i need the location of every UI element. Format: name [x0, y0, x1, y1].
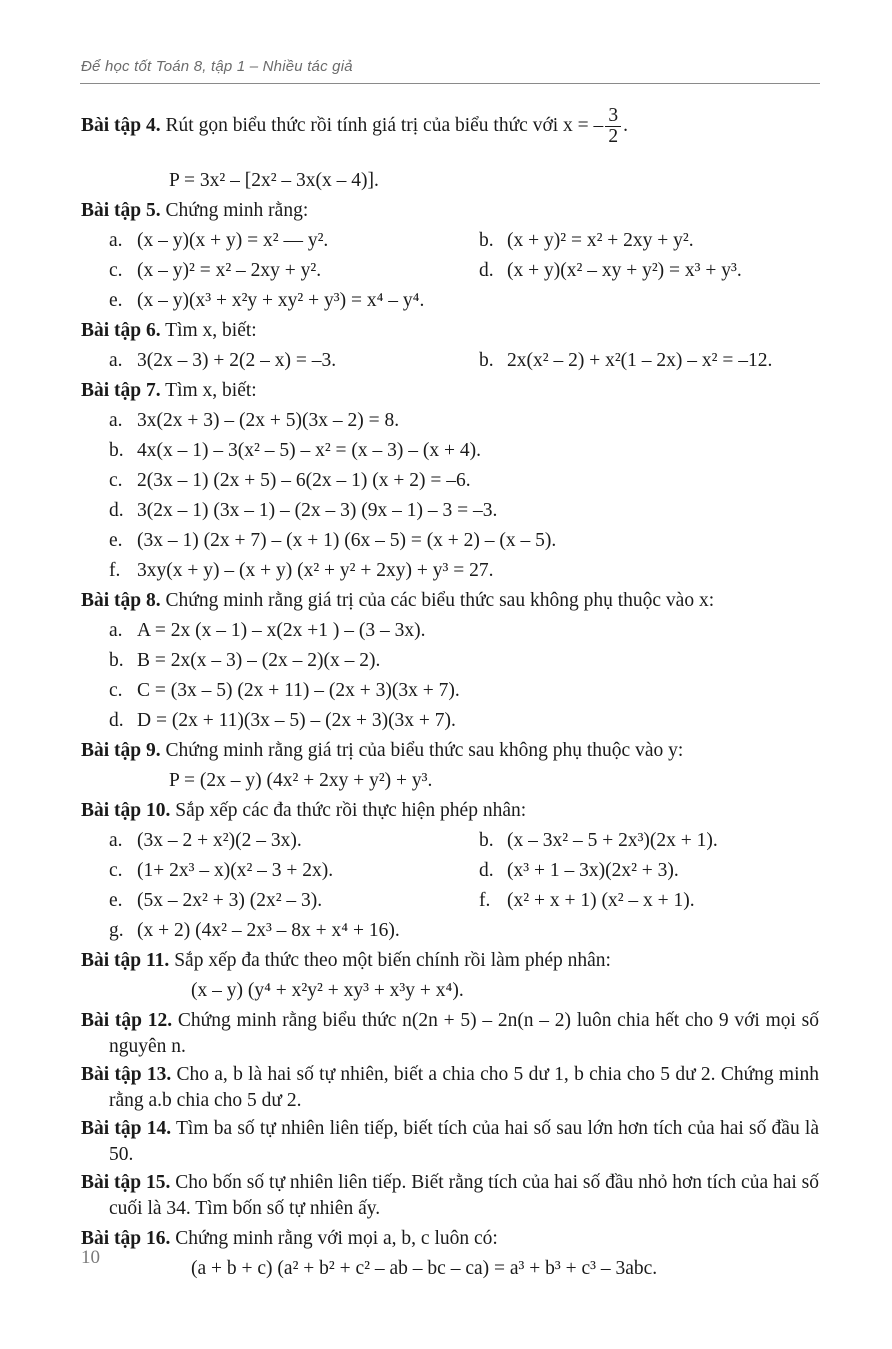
item-b: [81, 646, 819, 676]
exercise-9-expression: P = (2x – y) (4x² + 2xy + y²) + y³.: [169, 770, 433, 791]
item-label: e.: [109, 530, 123, 551]
item-expression: 3x(2x + 3) – (2x + 5)(3x – 2) = 8.: [137, 410, 400, 431]
item-a: [81, 346, 451, 376]
exercise-4-expression: P = 3x² – [2x² – 3x(x – 4)].: [169, 170, 379, 191]
exercise-title: Bài tập 16.: [81, 1228, 171, 1249]
item-row: [81, 916, 819, 946]
item-expression: (5x – 2x² + 3) (2x² – 3).: [137, 890, 323, 911]
item-label: a.: [109, 410, 123, 431]
exercise-title: Bài tập 8.: [81, 590, 161, 611]
item-label: b.: [479, 830, 494, 851]
item-label: b.: [109, 440, 124, 461]
item-label: d.: [109, 500, 124, 521]
item-label: d.: [479, 860, 494, 881]
item-d: [451, 256, 819, 286]
exercise-11: [81, 946, 819, 976]
exercise-title: Bài tập 4.: [81, 115, 161, 136]
item-row: [81, 256, 819, 286]
exercise-text: Sắp xếp các đa thức rồi thực hiện phép nhân:: [175, 800, 527, 821]
item-row: [81, 856, 819, 886]
item-b: [81, 436, 819, 466]
item-label: e.: [109, 290, 123, 311]
item-label: d.: [109, 710, 124, 731]
item-expression: (x – y)(x + y) = x² — y².: [137, 230, 329, 251]
item-expression: 3xy(x + y) – (x + y) (x² + y² + 2xy) + y³ = 27.: [137, 560, 494, 581]
exercise-text: Tìm x, biết:: [165, 320, 257, 341]
item-label: f.: [109, 560, 121, 581]
exercise-8: [81, 586, 819, 616]
running-header: Để học tốt Toán 8, tập 1 – Nhiều tác giả: [81, 58, 353, 75]
item-c: [81, 256, 451, 286]
item-d: [81, 496, 819, 526]
item-expression: 3(2x – 3) + 2(2 – x) = –3.: [137, 350, 337, 371]
exercise-title: Bài tập 12.: [81, 1010, 173, 1031]
exercise-text: Rút gọn biểu thức rồi tính giá trị của biểu thức với x = –: [165, 115, 604, 136]
fraction-denominator: 2: [608, 126, 619, 148]
exercise-6: [81, 316, 819, 346]
item-a: [81, 616, 819, 646]
exercise-text: Cho bốn số tự nhiên liên tiếp. Biết rằng tích của hai số đầu nhỏ hơn tích của hai số cuối là 34. Tìm bốn số tự nhiên ấy.: [109, 1172, 820, 1219]
exercise-5: [81, 196, 819, 226]
exercise-title: Bài tập 15.: [81, 1172, 171, 1193]
item-expression: D = (2x + 11)(3x – 5) – (2x + 3)(3x + 7).: [137, 710, 456, 731]
item-c: [81, 466, 819, 496]
item-e: [81, 526, 819, 556]
exercise-16-expression: (a + b + c) (a² + b² + c² – ab – bc – ca) = a³ + b³ + c³ – 3abc.: [191, 1258, 658, 1279]
exercise-text: Chứng minh rằng với mọi a, b, c luôn có:: [175, 1228, 498, 1249]
exercise-text: Chứng minh rằng giá trị của các biểu thức sau không phụ thuộc vào x:: [165, 590, 715, 611]
exercise-15: [81, 1170, 819, 1221]
exercise-11-expression: (x – y) (y⁴ + x²y² + xy³ + x³y + x⁴).: [191, 980, 464, 1001]
item-label: g.: [109, 920, 124, 941]
item-f: [81, 556, 819, 586]
item-d: [81, 706, 819, 736]
item-expression: (3x – 1) (2x + 7) – (x + 1) (6x – 5) = (x + 2) – (x – 5).: [137, 530, 557, 551]
fraction-numerator: 3: [605, 106, 621, 127]
item-label: b.: [109, 650, 124, 671]
exercise-title: Bài tập 5.: [81, 200, 161, 221]
item-expression: A = 2x (x – 1) – x(2x +1 ) – (3 – 3x).: [137, 620, 426, 641]
exercise-text: Tìm x, biết:: [165, 380, 257, 401]
fraction: [605, 106, 621, 147]
item-label: a.: [109, 230, 123, 251]
item-label: c.: [109, 680, 123, 701]
item-d: [451, 856, 819, 886]
item-label: b.: [479, 350, 494, 371]
item-expression: 4x(x – 1) – 3(x² – 5) – x² = (x – 3) – (x + 4).: [137, 440, 482, 461]
exercise-title: Bài tập 9.: [81, 740, 161, 761]
item-f: [451, 886, 819, 916]
exercise-title: Bài tập 7.: [81, 380, 161, 401]
exercise-text: Chứng minh rằng biểu thức n(2n + 5) – 2n(n – 2) luôn chia hết cho 9 với mọi số nguyên n.: [109, 1010, 819, 1057]
item-label: b.: [479, 230, 494, 251]
item-label: a.: [109, 350, 123, 371]
item-label: a.: [109, 830, 123, 851]
item-label: c.: [109, 470, 123, 491]
item-row: [81, 886, 819, 916]
exercise-title: Bài tập 11.: [81, 950, 170, 971]
exercise-4: [81, 106, 819, 166]
item-expression: (x – y)² = x² – 2xy + y².: [137, 260, 322, 281]
item-label: e.: [109, 890, 123, 911]
exercise-text: Cho a, b là hai số tự nhiên, biết a chia cho 5 dư 1, b chia cho 5 dư 2. Chứng minh rằng a.b chia cho 5 dư 2.: [109, 1064, 820, 1111]
item-expression: (x – 3x² – 5 + 2x³)(2x + 1).: [507, 830, 718, 851]
exercise-title: Bài tập 6.: [81, 320, 161, 341]
item-expression: (1+ 2x³ – x)(x² – 3 + 2x).: [137, 860, 334, 881]
exercise-12: [81, 1008, 819, 1059]
item-e: [81, 886, 451, 916]
item-label: f.: [479, 890, 491, 911]
item-e: [81, 286, 424, 316]
item-expression: (x + y)(x² – xy + y²) = x³ + y³.: [507, 260, 742, 281]
item-a: [81, 826, 451, 856]
item-expression: (x – y)(x³ + x²y + xy² + y³) = x⁴ – y⁴.: [137, 290, 425, 311]
item-g: [81, 916, 400, 946]
item-b: [451, 346, 819, 376]
exercise-14: [81, 1116, 819, 1167]
item-expression: B = 2x(x – 3) – (2x – 2)(x – 2).: [137, 650, 381, 671]
item-label: a.: [109, 620, 123, 641]
item-a: [81, 406, 819, 436]
exercise-16: [81, 1224, 819, 1254]
item-c: [81, 856, 451, 886]
fraction-tail: .: [623, 115, 628, 136]
item-row: [81, 346, 819, 376]
item-label: d.: [479, 260, 494, 281]
item-c: [81, 676, 819, 706]
exercise-10: [81, 796, 819, 826]
item-expression: (x + y)² = x² + 2xy + y².: [507, 230, 694, 251]
page-number: 10: [81, 1247, 100, 1268]
item-b: [451, 226, 819, 256]
exercise-title: Bài tập 10.: [81, 800, 171, 821]
exercise-text: Chứng minh rằng giá trị của biểu thức sau không phụ thuộc vào y:: [165, 740, 684, 761]
item-expression: 2(3x – 1) (2x + 5) – 6(2x – 1) (x + 2) = –6.: [137, 470, 471, 491]
item-expression: (x³ + 1 – 3x)(2x² + 3).: [507, 860, 679, 881]
exercise-text: Chứng minh rằng:: [165, 200, 309, 221]
item-row: [81, 226, 819, 256]
exercise-9: [81, 736, 819, 766]
item-label: c.: [109, 860, 123, 881]
item-expression: 2x(x² – 2) + x²(1 – 2x) – x² = –12.: [507, 350, 773, 371]
exercise-text: Tìm ba số tự nhiên liên tiếp, biết tích của hai số sau lớn hơn tích của hai số đầu là 50.: [109, 1118, 819, 1165]
item-expression: (x² + x + 1) (x² – x + 1).: [507, 890, 695, 911]
exercise-7: [81, 376, 819, 406]
exercise-title: Bài tập 13.: [81, 1064, 172, 1085]
exercise-content: [81, 106, 819, 1284]
item-expression: (3x – 2 + x²)(2 – 3x).: [137, 830, 302, 851]
item-a: [81, 226, 451, 256]
exercise-text: Sắp xếp đa thức theo một biến chính rồi làm phép nhân:: [174, 950, 611, 971]
item-expression: 3(2x – 1) (3x – 1) – (2x – 3) (9x – 1) – 3 = –3.: [137, 500, 498, 521]
header-divider: [80, 83, 820, 84]
exercise-title: Bài tập 14.: [81, 1118, 172, 1139]
item-expression: C = (3x – 5) (2x + 11) – (2x + 3)(3x + 7).: [137, 680, 460, 701]
item-row: [81, 826, 819, 856]
item-expression: (x + 2) (4x² – 2x³ – 8x + x⁴ + 16).: [137, 920, 400, 941]
exercise-13: [81, 1062, 819, 1113]
item-b: [451, 826, 819, 856]
item-row: [81, 286, 819, 316]
item-label: c.: [109, 260, 123, 281]
